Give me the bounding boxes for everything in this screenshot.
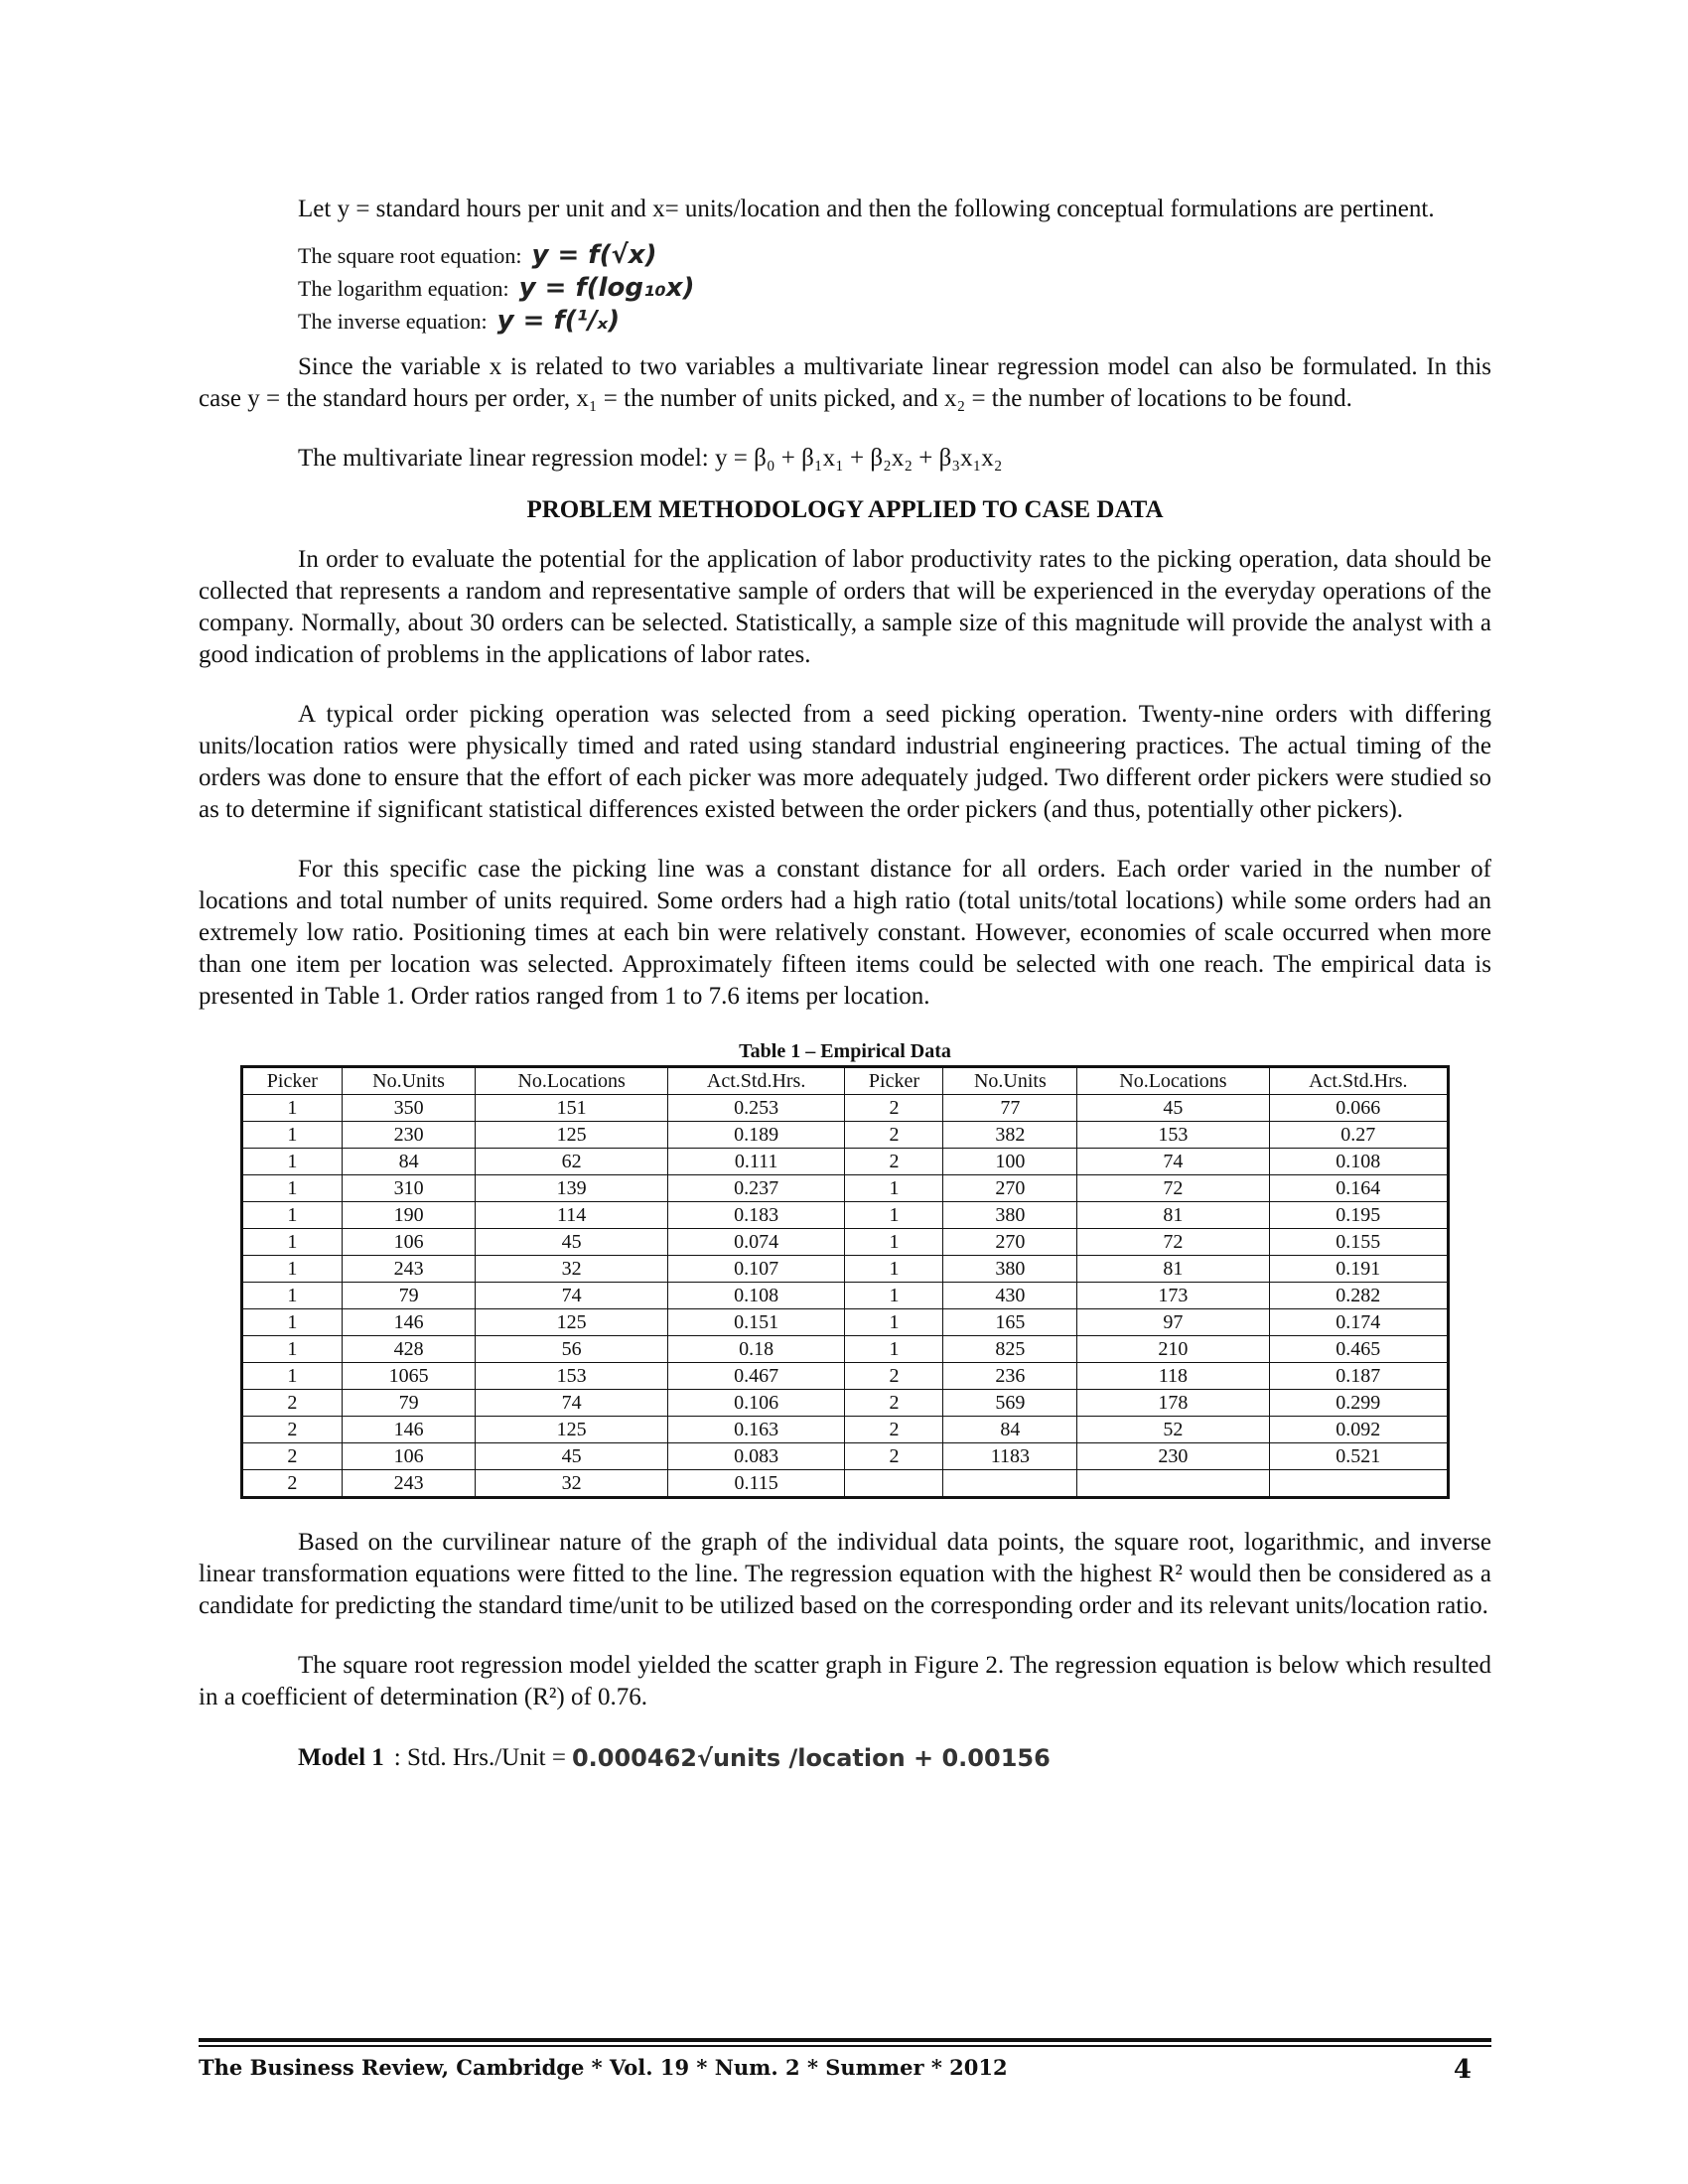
equation-label: The logarithm equation: (298, 276, 509, 301)
equation-formula: y = f(log₁₀x) (518, 273, 695, 303)
table-row (242, 1363, 1449, 1390)
table-cell: 0.253 (667, 1095, 845, 1122)
table-cell: 0.174 (1269, 1309, 1448, 1336)
table-cell: 165 (943, 1309, 1077, 1336)
table-cell: 1 (242, 1309, 343, 1336)
table-row (242, 1256, 1449, 1283)
table-cell: 270 (943, 1175, 1077, 1202)
table-cell: 0.111 (667, 1149, 845, 1175)
table-cell: 2 (845, 1149, 943, 1175)
paragraph-curvilinear-text: Based on the curvilinear nature of the graph of the individual data points, the square root, logarithmic, and inverse linear transformation equations were fitted to the line. The regression equation with the highest R² would then be considered as a candidate for predicting the standard time/unit to be utilized based on the corresponding order and its relevant units/location ratio. (199, 1529, 1491, 1619)
table-cell: 2 (845, 1095, 943, 1122)
table-cell: 125 (476, 1417, 667, 1443)
table-cell: 569 (943, 1390, 1077, 1417)
table-cell: 0.465 (1269, 1336, 1448, 1363)
table-cell: 74 (476, 1283, 667, 1309)
paragraph-evaluation: In order to evaluate the potential for the application of labor productivity rates to the picking operation, data should be collected that represents a random and representative sample of orders that will be experienced in the everyday operations of the company. Normally, about 30 orders can be selected. Statistically, a sample size of this magnitude will provide the analyst with a good indication of problems in the applications of labor rates. (199, 546, 1491, 668)
paragraph-case-details: For this specific case the picking line was a constant distance for all orders. Each order varied in the number of locations and total number of units required. Some orders had a high ratio (total units/total locations) while some orders had an extremely low ratio. Positioning times at each bin were relatively constant. However, economies of scale occurred when more than one item per location was selected. Approximately fifteen items could be selected with one reach. The empirical data is presented in Table 1. Order ratios ranged from 1 to 7.6 items per location. (199, 856, 1491, 1010)
footer-rule-thin (199, 2045, 1491, 2047)
table-cell: 1 (845, 1202, 943, 1229)
table-cell: 125 (476, 1122, 667, 1149)
table-cell: 1 (242, 1229, 343, 1256)
equation-formula: y = f(¹/ₓ) (496, 306, 621, 336)
table-cell: 178 (1077, 1390, 1269, 1417)
table-row (242, 1336, 1449, 1363)
table-cell (1077, 1470, 1269, 1498)
paragraph-curvilinear (199, 1527, 1491, 1622)
equation-square-root (298, 239, 1491, 272)
table-cell: 190 (342, 1202, 476, 1229)
table-cell: 81 (1077, 1256, 1269, 1283)
table-cell: 1065 (342, 1363, 476, 1390)
table-cell: 0.106 (667, 1390, 845, 1417)
table-row (242, 1309, 1449, 1336)
table-cell: 430 (943, 1283, 1077, 1309)
table-cell: 114 (476, 1202, 667, 1229)
table-cell: 32 (476, 1470, 667, 1498)
table-cell: 1 (242, 1283, 343, 1309)
table-cell: 0.108 (1269, 1149, 1448, 1175)
table-cell: 1 (845, 1283, 943, 1309)
table-cell: 230 (1077, 1443, 1269, 1470)
page-footer (199, 2055, 1491, 2085)
equation-label: The square root equation: (298, 243, 522, 268)
table-cell: 0.163 (667, 1417, 845, 1443)
table-cell: 106 (342, 1443, 476, 1470)
table-cell: 1 (845, 1175, 943, 1202)
table-cell: 0.107 (667, 1256, 845, 1283)
table-header-cell: No.Units (342, 1067, 476, 1095)
table-row (242, 1470, 1449, 1498)
table-cell: 100 (943, 1149, 1077, 1175)
table-header-cell: No.Locations (1077, 1067, 1269, 1095)
table-row (242, 1149, 1449, 1175)
table-cell: 146 (342, 1417, 476, 1443)
table-cell: 0.467 (667, 1363, 845, 1390)
table-cell: 0.18 (667, 1336, 845, 1363)
table-cell: 382 (943, 1122, 1077, 1149)
table-cell: 1 (242, 1336, 343, 1363)
section-heading: PROBLEM METHODOLOGY APPLIED TO CASE DATA (526, 496, 1164, 523)
table-cell: 52 (1077, 1417, 1269, 1443)
table-cell: 1 (845, 1309, 943, 1336)
table-row (242, 1122, 1449, 1149)
table-cell: 428 (342, 1336, 476, 1363)
table-cell: 1 (242, 1202, 343, 1229)
table-cell: 118 (1077, 1363, 1269, 1390)
footer-rule-thick (199, 2038, 1491, 2042)
table-cell: 1 (242, 1363, 343, 1390)
table-cell: 0.27 (1269, 1122, 1448, 1149)
table-cell: 77 (943, 1095, 1077, 1122)
equation-formula: y = f(√x) (531, 240, 657, 270)
paragraph-regression-model: The multivariate linear regression model: y = β₀ + β₁x₁ + β₂x₂ + β₃x₁x₂ (298, 445, 1003, 472)
table-cell: 380 (943, 1256, 1077, 1283)
table-cell: 106 (342, 1229, 476, 1256)
table-cell: 0.189 (667, 1122, 845, 1149)
table-cell: 74 (476, 1390, 667, 1417)
table-cell: 0.237 (667, 1175, 845, 1202)
table-cell: 1 (845, 1256, 943, 1283)
table-cell: 350 (342, 1095, 476, 1122)
table-cell: 151 (476, 1095, 667, 1122)
table-row (242, 1283, 1449, 1309)
model-formula: 0.000462√units /location + 0.00156 (571, 1744, 1051, 1772)
table-cell: 0.155 (1269, 1229, 1448, 1256)
model-1-equation (298, 1741, 1491, 1775)
table-title: Table 1 – Empirical Data (739, 1040, 951, 1062)
table-cell: 0.164 (1269, 1175, 1448, 1202)
table-header-cell: No.Locations (476, 1067, 667, 1095)
equation-label: The inverse equation: (298, 309, 488, 334)
table-cell: 97 (1077, 1309, 1269, 1336)
table-cell: 0.195 (1269, 1202, 1448, 1229)
table-cell: 825 (943, 1336, 1077, 1363)
table-row (242, 1229, 1449, 1256)
table-cell: 236 (943, 1363, 1077, 1390)
table-cell: 146 (342, 1309, 476, 1336)
table-cell: 243 (342, 1470, 476, 1498)
table-cell: 1 (242, 1095, 343, 1122)
table-cell: 153 (1077, 1122, 1269, 1149)
table-cell: 81 (1077, 1202, 1269, 1229)
table-cell: 62 (476, 1149, 667, 1175)
table-cell: 210 (1077, 1336, 1269, 1363)
table-cell: 0.191 (1269, 1256, 1448, 1283)
table-cell: 0.183 (667, 1202, 845, 1229)
table-cell: 0.151 (667, 1309, 845, 1336)
table-header-row (242, 1067, 1449, 1095)
table-cell: 0.521 (1269, 1443, 1448, 1470)
table-cell: 56 (476, 1336, 667, 1363)
table-row (242, 1175, 1449, 1202)
table-cell: 2 (845, 1363, 943, 1390)
equation-list (298, 239, 1491, 338)
table-row (242, 1390, 1449, 1417)
table-cell: 270 (943, 1229, 1077, 1256)
table-cell: 243 (342, 1256, 476, 1283)
table-cell: 45 (476, 1443, 667, 1470)
table-cell: 380 (943, 1202, 1077, 1229)
table-cell: 310 (342, 1175, 476, 1202)
table-row (242, 1095, 1449, 1122)
table-header-cell: Act.Std.Hrs. (667, 1067, 845, 1095)
table-cell: 74 (1077, 1149, 1269, 1175)
equation-inverse (298, 305, 1491, 338)
table-cell: 32 (476, 1256, 667, 1283)
table-cell: 1 (845, 1336, 943, 1363)
table-cell (845, 1470, 943, 1498)
table-cell: 2 (845, 1390, 943, 1417)
table-cell: 2 (845, 1443, 943, 1470)
table-cell: 1183 (943, 1443, 1077, 1470)
table-cell: 125 (476, 1309, 667, 1336)
page-content (199, 194, 1491, 1775)
table-cell: 153 (476, 1363, 667, 1390)
table-cell: 173 (1077, 1283, 1269, 1309)
paragraph-picking-operation: A typical order picking operation was selected from a seed picking operation. Twenty-nine orders with differing units/location ratios were physically timed and rated using standard industrial engineering practices. The actual timing of the orders was done to ensure that the effort of each picker was more adequately judged. Two different order pickers were studied so as to determine if significant statistical differences existed between the order pickers (and thus, potentially other pickers). (199, 701, 1491, 823)
table-cell: 139 (476, 1175, 667, 1202)
table-row (242, 1443, 1449, 1470)
equation-logarithm (298, 272, 1491, 305)
table-cell: 0.083 (667, 1443, 845, 1470)
table-cell: 2 (845, 1122, 943, 1149)
table-cell: 0.299 (1269, 1390, 1448, 1417)
table-row (242, 1202, 1449, 1229)
model-label: Model 1 (298, 1744, 384, 1771)
table-cell: 72 (1077, 1229, 1269, 1256)
table-cell: 2 (242, 1443, 343, 1470)
table-cell: 2 (845, 1417, 943, 1443)
table-header-cell: No.Units (943, 1067, 1077, 1095)
table-cell: 1 (242, 1175, 343, 1202)
table-header-cell: Picker (242, 1067, 343, 1095)
table-cell: 84 (943, 1417, 1077, 1443)
table-cell: 230 (342, 1122, 476, 1149)
table-cell: 45 (1077, 1095, 1269, 1122)
journal-citation: The Business Review, Cambridge * Vol. 19 * Num. 2 * Summer * 2012 (199, 2055, 1008, 2080)
model-text: : Std. Hrs./Unit = (393, 1744, 566, 1771)
table-cell: 0.074 (667, 1229, 845, 1256)
paragraph-intro: Let y = standard hours per unit and x= units/location and then the following conceptual formulations are pertinent. (298, 196, 1435, 222)
table-cell: 0.108 (667, 1283, 845, 1309)
table-header-cell: Picker (845, 1067, 943, 1095)
table-cell: 0.282 (1269, 1283, 1448, 1309)
table-cell: 1 (242, 1122, 343, 1149)
paragraph-square-root-model: The square root regression model yielded the scatter graph in Figure 2. The regression equation is below which resulted in a coefficient of determination (R²) of 0.76. (199, 1652, 1491, 1710)
table-cell: 1 (845, 1229, 943, 1256)
table-cell: 0.115 (667, 1470, 845, 1498)
table-cell (943, 1470, 1077, 1498)
table-cell: 1 (242, 1256, 343, 1283)
table-cell: 45 (476, 1229, 667, 1256)
empirical-data-table (240, 1065, 1450, 1499)
table-cell: 79 (342, 1283, 476, 1309)
paragraph-multivariate: Since the variable x is related to two variables a multivariate linear regression model can also be formulated. In this case y = the standard hours per order, x₁ = the number of units picked, and x₂ = the number of locations to be found. (199, 353, 1491, 412)
table-cell: 2 (242, 1417, 343, 1443)
table-cell: 79 (342, 1390, 476, 1417)
table-cell (1269, 1470, 1448, 1498)
table-cell: 84 (342, 1149, 476, 1175)
table-cell: 2 (242, 1470, 343, 1498)
table-cell: 2 (242, 1390, 343, 1417)
table-cell: 0.092 (1269, 1417, 1448, 1443)
table-cell: 72 (1077, 1175, 1269, 1202)
table-cell: 0.066 (1269, 1095, 1448, 1122)
page-number: 4 (1453, 2055, 1472, 2085)
table-header-cell: Act.Std.Hrs. (1269, 1067, 1448, 1095)
table-cell: 0.187 (1269, 1363, 1448, 1390)
table-row (242, 1417, 1449, 1443)
table-cell: 1 (242, 1149, 343, 1175)
